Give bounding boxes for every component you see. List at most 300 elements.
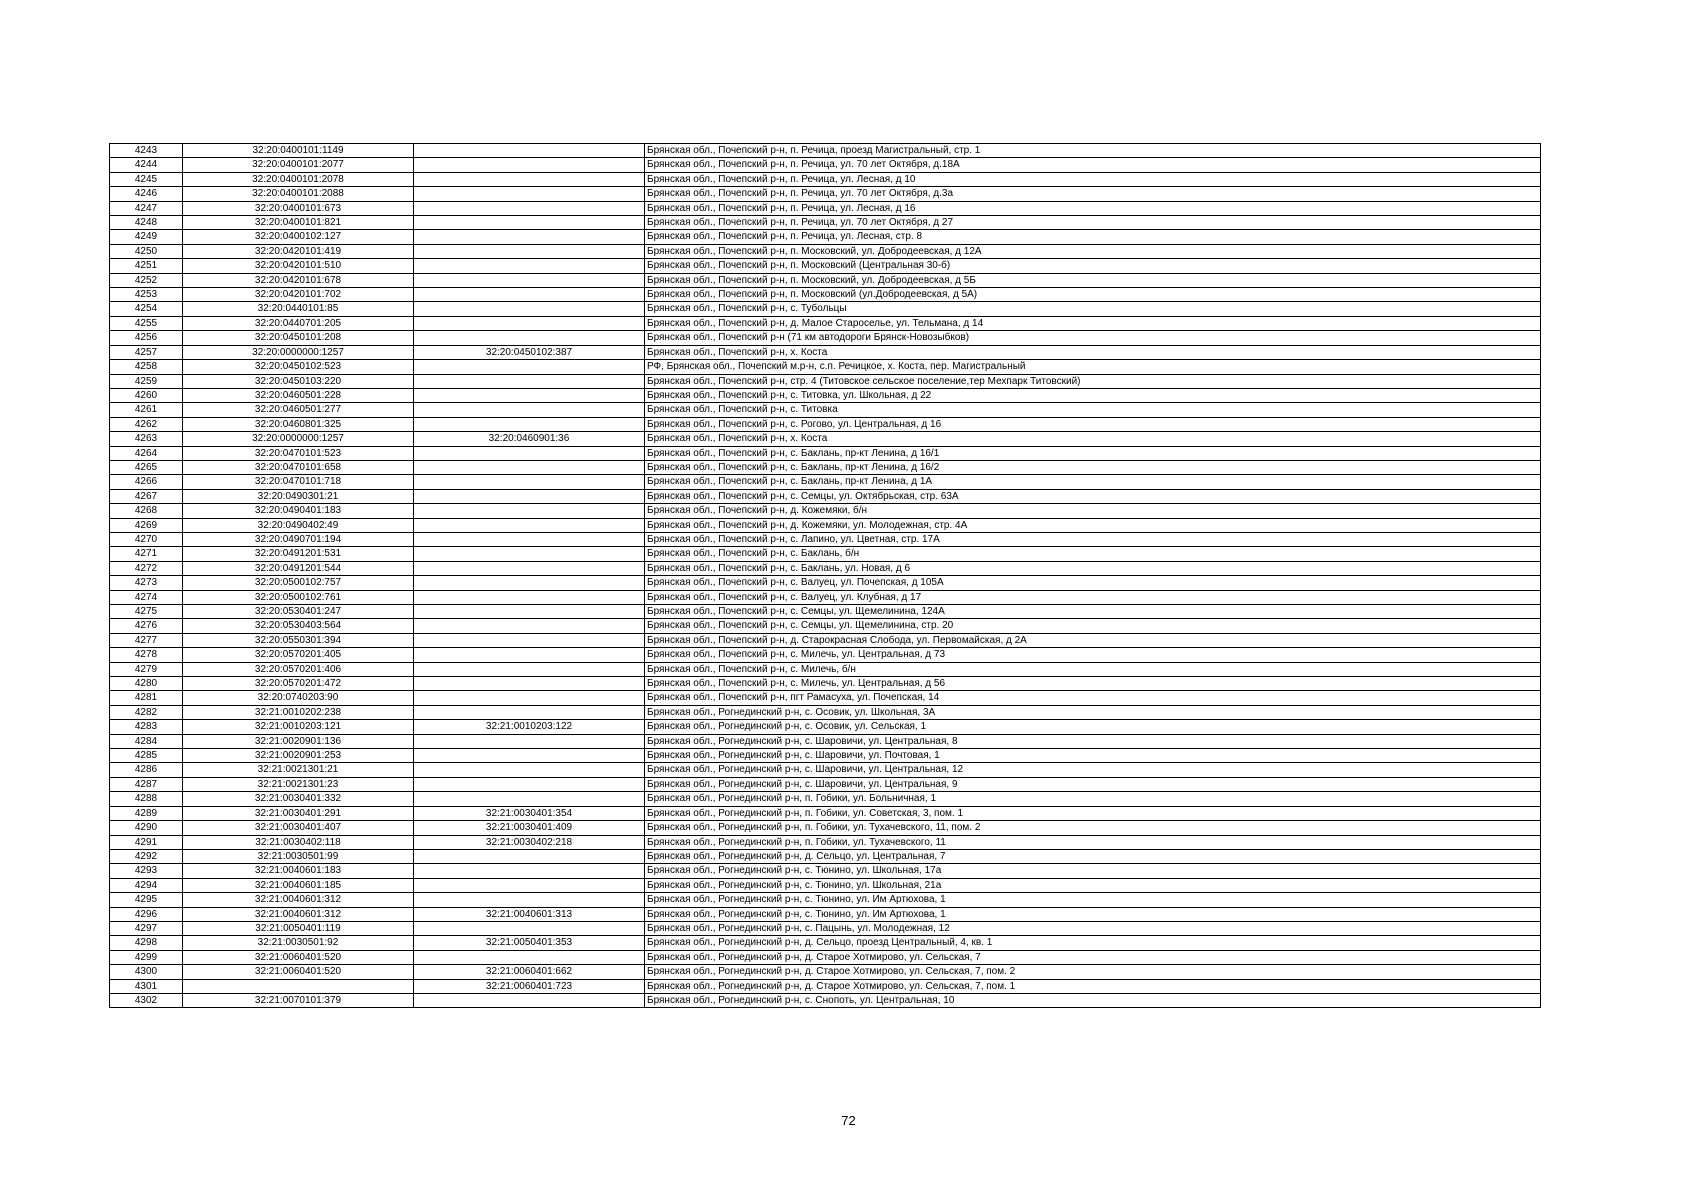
table-row: [110, 489, 1541, 503]
cadastral-number-cell: 32:21:0021301:21: [183, 763, 414, 777]
related-cadastral-number-cell: [414, 518, 645, 532]
table-row: [110, 547, 1541, 561]
cadastral-number-cell: 32:21:0030401:291: [183, 806, 414, 820]
table-row: [110, 662, 1541, 676]
row-number-cell: 4278: [110, 648, 183, 662]
related-cadastral-number-cell: [414, 475, 645, 489]
table-row: [110, 806, 1541, 820]
table-row: [110, 360, 1541, 374]
address-cell: Брянская обл., Почепский р-н, д. Кожемяки, б/н: [645, 504, 1541, 518]
address-cell: Брянская обл., Рогнединский р-н, с. Шаровичи, ул. Центральная, 9: [645, 777, 1541, 791]
related-cadastral-number-cell: 32:21:0030401:354: [414, 806, 645, 820]
row-number-cell: 4271: [110, 547, 183, 561]
address-cell: Брянская обл., Рогнединский р-н, д. Старое Хотмирово, ул. Сельская, 7, пом. 2: [645, 965, 1541, 979]
cadastral-number-cell: 32:20:0740203:90: [183, 691, 414, 705]
row-number-cell: 4254: [110, 302, 183, 316]
cadastral-number-cell: 32:20:0570201:472: [183, 677, 414, 691]
cadastral-number-cell: 32:20:0491201:531: [183, 547, 414, 561]
registry-table: [109, 143, 1541, 1008]
related-cadastral-number-cell: 32:21:0040601:313: [414, 907, 645, 921]
related-cadastral-number-cell: [414, 244, 645, 258]
cadastral-number-cell: 32:21:0040601:312: [183, 907, 414, 921]
row-number-cell: 4245: [110, 172, 183, 186]
row-number-cell: 4273: [110, 576, 183, 590]
address-cell: Брянская обл., Почепский р-н, с. Валуец, ул. Почепская, д 105А: [645, 576, 1541, 590]
row-number-cell: 4285: [110, 749, 183, 763]
address-cell: Брянская обл., Почепский р-н, с. Баклань, б/н: [645, 547, 1541, 561]
cadastral-number-cell: 32:20:0490401:183: [183, 504, 414, 518]
cadastral-number-cell: 32:21:0020901:253: [183, 749, 414, 763]
related-cadastral-number-cell: [414, 547, 645, 561]
address-cell: Брянская обл., Рогнединский р-н, с. Осовик, ул. Школьная, 3А: [645, 705, 1541, 719]
related-cadastral-number-cell: [414, 749, 645, 763]
cadastral-number-cell: 32:21:0040601:312: [183, 893, 414, 907]
address-cell: Брянская обл., Почепский р-н, д. Малое Староселье, ул. Тельмана, д 14: [645, 316, 1541, 330]
address-cell: Брянская обл., Почепский р-н, стр. 4 (Титовское сельское поселение,тер Мехпарк Титовский): [645, 374, 1541, 388]
row-number-cell: 4300: [110, 965, 183, 979]
address-cell: Брянская обл., Рогнединский р-н, с. Тюнино, ул. Им Артюхова, 1: [645, 907, 1541, 921]
cadastral-number-cell: 32:21:0030501:99: [183, 849, 414, 863]
cadastral-number-cell: 32:20:0470101:718: [183, 475, 414, 489]
row-number-cell: 4277: [110, 633, 183, 647]
row-number-cell: 4276: [110, 619, 183, 633]
related-cadastral-number-cell: [414, 403, 645, 417]
table-row: [110, 561, 1541, 575]
address-cell: Брянская обл., Почепский р-н, с. Милечь, ул. Центральная, д 73: [645, 648, 1541, 662]
related-cadastral-number-cell: [414, 763, 645, 777]
row-number-cell: 4295: [110, 893, 183, 907]
row-number-cell: 4260: [110, 388, 183, 402]
row-number-cell: 4265: [110, 460, 183, 474]
table-row: [110, 677, 1541, 691]
related-cadastral-number-cell: 32:20:0450102:387: [414, 345, 645, 359]
row-number-cell: 4255: [110, 316, 183, 330]
address-cell: Брянская обл., Почепский р-н, с. Семцы, ул. Щемелинина, стр. 20: [645, 619, 1541, 633]
table-row: [110, 792, 1541, 806]
related-cadastral-number-cell: [414, 576, 645, 590]
related-cadastral-number-cell: [414, 158, 645, 172]
address-cell: Брянская обл., Почепский р-н, пгт Рамасуха, ул. Почепская, 14: [645, 691, 1541, 705]
table-row: [110, 475, 1541, 489]
table-row: [110, 518, 1541, 532]
address-cell: Брянская обл., Почепский р-н, п. Речица, ул. Лесная, д 16: [645, 201, 1541, 215]
address-cell: Брянская обл., Рогнединский р-н, д. Сельцо, ул. Центральная, 7: [645, 849, 1541, 863]
related-cadastral-number-cell: [414, 734, 645, 748]
table-row: [110, 201, 1541, 215]
row-number-cell: 4272: [110, 561, 183, 575]
related-cadastral-number-cell: [414, 849, 645, 863]
address-cell: Брянская обл., Рогнединский р-н, с. Осовик, ул. Сельская, 1: [645, 720, 1541, 734]
related-cadastral-number-cell: [414, 216, 645, 230]
row-number-cell: 4274: [110, 590, 183, 604]
table-row: [110, 821, 1541, 835]
cadastral-number-cell: 32:20:0440101:85: [183, 302, 414, 316]
related-cadastral-number-cell: [414, 504, 645, 518]
table-row: [110, 619, 1541, 633]
row-number-cell: 4280: [110, 677, 183, 691]
address-cell: Брянская обл., Почепский р-н, п. Речица, ул. 70 лет Октября, д.18А: [645, 158, 1541, 172]
cadastral-number-cell: 32:20:0420101:702: [183, 288, 414, 302]
row-number-cell: 4292: [110, 849, 183, 863]
row-number-cell: 4297: [110, 921, 183, 935]
related-cadastral-number-cell: [414, 878, 645, 892]
address-cell: Брянская обл., Почепский р-н, с. Рогово, ул. Центральная, д 16: [645, 417, 1541, 431]
row-number-cell: 4263: [110, 432, 183, 446]
row-number-cell: 4275: [110, 605, 183, 619]
row-number-cell: 4282: [110, 705, 183, 719]
address-cell: Брянская обл., Рогнединский р-н, с. Шаровичи, ул. Центральная, 8: [645, 734, 1541, 748]
address-cell: Брянская обл., Почепский р-н, п. Речица, ул. 70 лет Октября, д 27: [645, 216, 1541, 230]
cadastral-number-cell: [183, 979, 414, 993]
table-row: [110, 734, 1541, 748]
cadastral-number-cell: 32:20:0490402:49: [183, 518, 414, 532]
cadastral-number-cell: 32:21:0060401:520: [183, 950, 414, 964]
row-number-cell: 4279: [110, 662, 183, 676]
cadastral-number-cell: 32:20:0420101:419: [183, 244, 414, 258]
table-row: [110, 446, 1541, 460]
row-number-cell: 4293: [110, 864, 183, 878]
cadastral-number-cell: 32:20:0570201:405: [183, 648, 414, 662]
table-row: [110, 273, 1541, 287]
cadastral-number-cell: 32:21:0060401:520: [183, 965, 414, 979]
related-cadastral-number-cell: [414, 993, 645, 1007]
address-cell: Брянская обл., Рогнединский р-н, д. Старое Хотмирово, ул. Сельская, 7: [645, 950, 1541, 964]
table-row: [110, 374, 1541, 388]
related-cadastral-number-cell: [414, 230, 645, 244]
cadastral-number-cell: 32:20:0420101:678: [183, 273, 414, 287]
table-row: [110, 835, 1541, 849]
cadastral-number-cell: 32:20:0000000:1257: [183, 432, 414, 446]
cadastral-number-cell: 32:20:0491201:544: [183, 561, 414, 575]
table-row: [110, 878, 1541, 892]
row-number-cell: 4252: [110, 273, 183, 287]
address-cell: РФ, Брянская обл., Почепский м.р-н, с.п. Речицкое, х. Коста, пер. Магистральный: [645, 360, 1541, 374]
related-cadastral-number-cell: [414, 446, 645, 460]
row-number-cell: 4289: [110, 806, 183, 820]
related-cadastral-number-cell: [414, 460, 645, 474]
address-cell: Брянская обл., Почепский р-н, п. Московский, ул. Добродеевская, д 12А: [645, 244, 1541, 258]
address-cell: Брянская обл., Рогнединский р-н, с. Тюнино, ул. Школьная, 21а: [645, 878, 1541, 892]
address-cell: Брянская обл., Почепский р-н, п. Московский, ул. Добродеевская, д 5Б: [645, 273, 1541, 287]
cadastral-number-cell: 32:21:0021301:23: [183, 777, 414, 791]
address-cell: Брянская обл., Почепский р-н, с. Баклань, пр-кт Ленина, д 16/1: [645, 446, 1541, 460]
address-cell: Брянская обл., Рогнединский р-н, п. Гобики, ул. Тухачевского, 11: [645, 835, 1541, 849]
address-cell: Брянская обл., Рогнединский р-н, с. Шаровичи, ул. Почтовая, 1: [645, 749, 1541, 763]
related-cadastral-number-cell: [414, 388, 645, 402]
cadastral-number-cell: 32:20:0400102:127: [183, 230, 414, 244]
related-cadastral-number-cell: [414, 489, 645, 503]
related-cadastral-number-cell: 32:20:0460901:36: [414, 432, 645, 446]
address-cell: Брянская обл., Рогнединский р-н, п. Гобики, ул. Советская, 3, пом. 1: [645, 806, 1541, 820]
related-cadastral-number-cell: [414, 302, 645, 316]
registry-table-body: [110, 144, 1541, 1008]
row-number-cell: 4256: [110, 331, 183, 345]
address-cell: Брянская обл., Почепский р-н, с. Семцы, ул. Щемелинина, 124А: [645, 605, 1541, 619]
table-row: [110, 633, 1541, 647]
table-row: [110, 417, 1541, 431]
table-row: [110, 921, 1541, 935]
address-cell: Брянская обл., Почепский р-н, х. Коста: [645, 345, 1541, 359]
cadastral-number-cell: 32:20:0450101:208: [183, 331, 414, 345]
table-row: [110, 187, 1541, 201]
related-cadastral-number-cell: [414, 590, 645, 604]
row-number-cell: 4298: [110, 936, 183, 950]
cadastral-number-cell: 32:20:0400101:2088: [183, 187, 414, 201]
row-number-cell: 4243: [110, 144, 183, 158]
cadastral-number-cell: 32:21:0030401:332: [183, 792, 414, 806]
row-number-cell: 4259: [110, 374, 183, 388]
address-cell: Брянская обл., Почепский р-н, п. Речица, ул. Лесная, д 10: [645, 172, 1541, 186]
address-cell: Брянская обл., Почепский р-н, с. Милечь, б/н: [645, 662, 1541, 676]
related-cadastral-number-cell: 32:21:0030401:409: [414, 821, 645, 835]
row-number-cell: 4250: [110, 244, 183, 258]
table-row: [110, 259, 1541, 273]
table-row: [110, 849, 1541, 863]
address-cell: Брянская обл., Почепский р-н, с. Баклань, ул. Новая, д 6: [645, 561, 1541, 575]
table-row: [110, 965, 1541, 979]
page-number: 72: [841, 1113, 856, 1128]
table-row: [110, 907, 1541, 921]
table-row: [110, 749, 1541, 763]
related-cadastral-number-cell: [414, 561, 645, 575]
related-cadastral-number-cell: [414, 691, 645, 705]
table-row: [110, 864, 1541, 878]
address-cell: Брянская обл., Почепский р-н, с. Валуец, ул. Клубная, д 17: [645, 590, 1541, 604]
cadastral-number-cell: 32:20:0440701:205: [183, 316, 414, 330]
cadastral-number-cell: 32:20:0460801:325: [183, 417, 414, 431]
table-row: [110, 993, 1541, 1007]
related-cadastral-number-cell: [414, 921, 645, 935]
cadastral-number-cell: 32:20:0500102:761: [183, 590, 414, 604]
cadastral-number-cell: 32:20:0400101:821: [183, 216, 414, 230]
address-cell: Брянская обл., Почепский р-н, х. Коста: [645, 432, 1541, 446]
row-number-cell: 4291: [110, 835, 183, 849]
row-number-cell: 4296: [110, 907, 183, 921]
cadastral-number-cell: 32:21:0010202:238: [183, 705, 414, 719]
table-row: [110, 460, 1541, 474]
cadastral-number-cell: 32:20:0450102:523: [183, 360, 414, 374]
related-cadastral-number-cell: [414, 532, 645, 546]
table-row: [110, 720, 1541, 734]
row-number-cell: 4288: [110, 792, 183, 806]
cadastral-number-cell: 32:20:0550301:394: [183, 633, 414, 647]
cadastral-number-cell: 32:20:0470101:523: [183, 446, 414, 460]
cadastral-number-cell: 32:20:0400101:2078: [183, 172, 414, 186]
related-cadastral-number-cell: [414, 648, 645, 662]
address-cell: Брянская обл., Почепский р-н, п. Речица, ул. Лесная, стр. 8: [645, 230, 1541, 244]
cadastral-number-cell: 32:21:0030401:407: [183, 821, 414, 835]
cadastral-number-cell: 32:21:0020901:136: [183, 734, 414, 748]
cadastral-number-cell: 32:20:0570201:406: [183, 662, 414, 676]
cadastral-number-cell: 32:21:0030402:118: [183, 835, 414, 849]
row-number-cell: 4302: [110, 993, 183, 1007]
row-number-cell: 4301: [110, 979, 183, 993]
table-row: [110, 532, 1541, 546]
row-number-cell: 4266: [110, 475, 183, 489]
row-number-cell: 4281: [110, 691, 183, 705]
table-row: [110, 345, 1541, 359]
related-cadastral-number-cell: [414, 792, 645, 806]
table-row: [110, 144, 1541, 158]
address-cell: Брянская обл., Почепский р-н, с. Титовка: [645, 403, 1541, 417]
related-cadastral-number-cell: [414, 144, 645, 158]
cadastral-number-cell: 32:20:0450103:220: [183, 374, 414, 388]
address-cell: Брянская обл., Почепский р-н, д. Кожемяки, ул. Молодежная, стр. 4А: [645, 518, 1541, 532]
row-number-cell: 4264: [110, 446, 183, 460]
related-cadastral-number-cell: [414, 316, 645, 330]
address-cell: Брянская обл., Почепский р-н, с. Баклань, пр-кт Ленина, д 16/2: [645, 460, 1541, 474]
related-cadastral-number-cell: [414, 677, 645, 691]
table-row: [110, 158, 1541, 172]
related-cadastral-number-cell: 32:21:0030402:218: [414, 835, 645, 849]
row-number-cell: 4261: [110, 403, 183, 417]
table-row: [110, 691, 1541, 705]
table-row: [110, 648, 1541, 662]
row-number-cell: 4267: [110, 489, 183, 503]
table-row: [110, 605, 1541, 619]
table-row: [110, 936, 1541, 950]
table-row: [110, 763, 1541, 777]
related-cadastral-number-cell: [414, 605, 645, 619]
row-number-cell: 4251: [110, 259, 183, 273]
cadastral-number-cell: 32:20:0460501:228: [183, 388, 414, 402]
cadastral-number-cell: 32:20:0400101:1149: [183, 144, 414, 158]
address-cell: Брянская обл., Рогнединский р-н, д. Сельцо, проезд Центральный, 4, кв. 1: [645, 936, 1541, 950]
row-number-cell: 4299: [110, 950, 183, 964]
related-cadastral-number-cell: [414, 172, 645, 186]
cadastral-number-cell: 32:21:0040601:185: [183, 878, 414, 892]
row-number-cell: 4268: [110, 504, 183, 518]
address-cell: Брянская обл., Рогнединский р-н, п. Гобики, ул. Больничная, 1: [645, 792, 1541, 806]
row-number-cell: 4249: [110, 230, 183, 244]
row-number-cell: 4283: [110, 720, 183, 734]
related-cadastral-number-cell: [414, 273, 645, 287]
row-number-cell: 4244: [110, 158, 183, 172]
row-number-cell: 4287: [110, 777, 183, 791]
address-cell: Брянская обл., Почепский р-н, с. Баклань, пр-кт Ленина, д 1А: [645, 475, 1541, 489]
related-cadastral-number-cell: [414, 893, 645, 907]
related-cadastral-number-cell: 32:21:0050401:353: [414, 936, 645, 950]
address-cell: Брянская обл., Рогнединский р-н, с. Тюнино, ул. Школьная, 17а: [645, 864, 1541, 878]
related-cadastral-number-cell: [414, 619, 645, 633]
address-cell: Брянская обл., Почепский р-н, с. Тубольцы: [645, 302, 1541, 316]
table-row: [110, 172, 1541, 186]
address-cell: Брянская обл., Почепский р-н, с. Титовка, ул. Школьная, д 22: [645, 388, 1541, 402]
table-row: [110, 403, 1541, 417]
related-cadastral-number-cell: [414, 374, 645, 388]
related-cadastral-number-cell: [414, 288, 645, 302]
cadastral-number-cell: 32:20:0400101:2077: [183, 158, 414, 172]
table-row: [110, 590, 1541, 604]
related-cadastral-number-cell: 32:21:0060401:662: [414, 965, 645, 979]
row-number-cell: 4294: [110, 878, 183, 892]
cadastral-number-cell: 32:20:0530401:247: [183, 605, 414, 619]
table-row: [110, 288, 1541, 302]
related-cadastral-number-cell: [414, 360, 645, 374]
cadastral-number-cell: 32:20:0530403:564: [183, 619, 414, 633]
cadastral-number-cell: 32:20:0470101:658: [183, 460, 414, 474]
address-cell: Брянская обл., Почепский р-н, д. Старокрасная Слобода, ул. Первомайская, д 2А: [645, 633, 1541, 647]
cadastral-number-cell: 32:21:0010203:121: [183, 720, 414, 734]
related-cadastral-number-cell: [414, 331, 645, 345]
row-number-cell: 4247: [110, 201, 183, 215]
related-cadastral-number-cell: [414, 705, 645, 719]
table-row: [110, 777, 1541, 791]
related-cadastral-number-cell: [414, 417, 645, 431]
address-cell: Брянская обл., Почепский р-н, п. Московский (Центральная 30-б): [645, 259, 1541, 273]
related-cadastral-number-cell: [414, 259, 645, 273]
related-cadastral-number-cell: [414, 864, 645, 878]
related-cadastral-number-cell: 32:21:0060401:723: [414, 979, 645, 993]
cadastral-number-cell: 32:20:0500102:757: [183, 576, 414, 590]
cadastral-number-cell: 32:21:0070101:379: [183, 993, 414, 1007]
address-cell: Брянская обл., Почепский р-н, с. Милечь, ул. Центральная, д 56: [645, 677, 1541, 691]
cadastral-number-cell: 32:21:0030501:92: [183, 936, 414, 950]
table-row: [110, 979, 1541, 993]
table-row: [110, 432, 1541, 446]
table-row: [110, 705, 1541, 719]
row-number-cell: 4248: [110, 216, 183, 230]
related-cadastral-number-cell: [414, 187, 645, 201]
related-cadastral-number-cell: [414, 201, 645, 215]
row-number-cell: 4284: [110, 734, 183, 748]
table-row: [110, 302, 1541, 316]
cadastral-number-cell: 32:21:0050401:119: [183, 921, 414, 935]
row-number-cell: 4270: [110, 532, 183, 546]
row-number-cell: 4258: [110, 360, 183, 374]
address-cell: Брянская обл., Рогнединский р-н, с. Снопоть, ул. Центральная, 10: [645, 993, 1541, 1007]
address-cell: Брянская обл., Почепский р-н (71 км автодороги Брянск-Новозыбков): [645, 331, 1541, 345]
address-cell: Брянская обл., Почепский р-н, п. Московский (ул.Добродеевская, д 5А): [645, 288, 1541, 302]
address-cell: Брянская обл., Почепский р-н, с. Лапино, ул. Цветная, стр. 17А: [645, 532, 1541, 546]
related-cadastral-number-cell: [414, 950, 645, 964]
row-number-cell: 4269: [110, 518, 183, 532]
address-cell: Брянская обл., Почепский р-н, с. Семцы, ул. Октябрьская, стр. 63А: [645, 489, 1541, 503]
address-cell: Брянская обл., Рогнединский р-н, с. Пацынь, ул. Молодежная, 12: [645, 921, 1541, 935]
cadastral-number-cell: 32:20:0400101:673: [183, 201, 414, 215]
row-number-cell: 4290: [110, 821, 183, 835]
related-cadastral-number-cell: 32:21:0010203:122: [414, 720, 645, 734]
table-row: [110, 504, 1541, 518]
row-number-cell: 4257: [110, 345, 183, 359]
row-number-cell: 4253: [110, 288, 183, 302]
cadastral-number-cell: 32:20:0420101:510: [183, 259, 414, 273]
table-row: [110, 950, 1541, 964]
row-number-cell: 4262: [110, 417, 183, 431]
address-cell: Брянская обл., Почепский р-н, п. Речица, проезд Магистральный, стр. 1: [645, 144, 1541, 158]
table-row: [110, 893, 1541, 907]
table-row: [110, 230, 1541, 244]
cadastral-number-cell: 32:20:0000000:1257: [183, 345, 414, 359]
table-row: [110, 244, 1541, 258]
address-cell: Брянская обл., Рогнединский р-н, с. Шаровичи, ул. Центральная, 12: [645, 763, 1541, 777]
related-cadastral-number-cell: [414, 777, 645, 791]
address-cell: Брянская обл., Рогнединский р-н, п. Гобики, ул. Тухачевского, 11, пом. 2: [645, 821, 1541, 835]
cadastral-number-cell: 32:20:0490301:21: [183, 489, 414, 503]
table-row: [110, 388, 1541, 402]
address-cell: Брянская обл., Рогнединский р-н, д. Старое Хотмирово, ул. Сельская, 7, пом. 1: [645, 979, 1541, 993]
table-row: [110, 316, 1541, 330]
related-cadastral-number-cell: [414, 662, 645, 676]
cadastral-number-cell: 32:20:0460501:277: [183, 403, 414, 417]
table-row: [110, 576, 1541, 590]
table-row: [110, 331, 1541, 345]
cadastral-number-cell: 32:20:0490701:194: [183, 532, 414, 546]
address-cell: Брянская обл., Почепский р-н, п. Речица, ул. 70 лет Октября, д.3а: [645, 187, 1541, 201]
table-row: [110, 216, 1541, 230]
related-cadastral-number-cell: [414, 633, 645, 647]
address-cell: Брянская обл., Рогнединский р-н, с. Тюнино, ул. Им Артюхова, 1: [645, 893, 1541, 907]
